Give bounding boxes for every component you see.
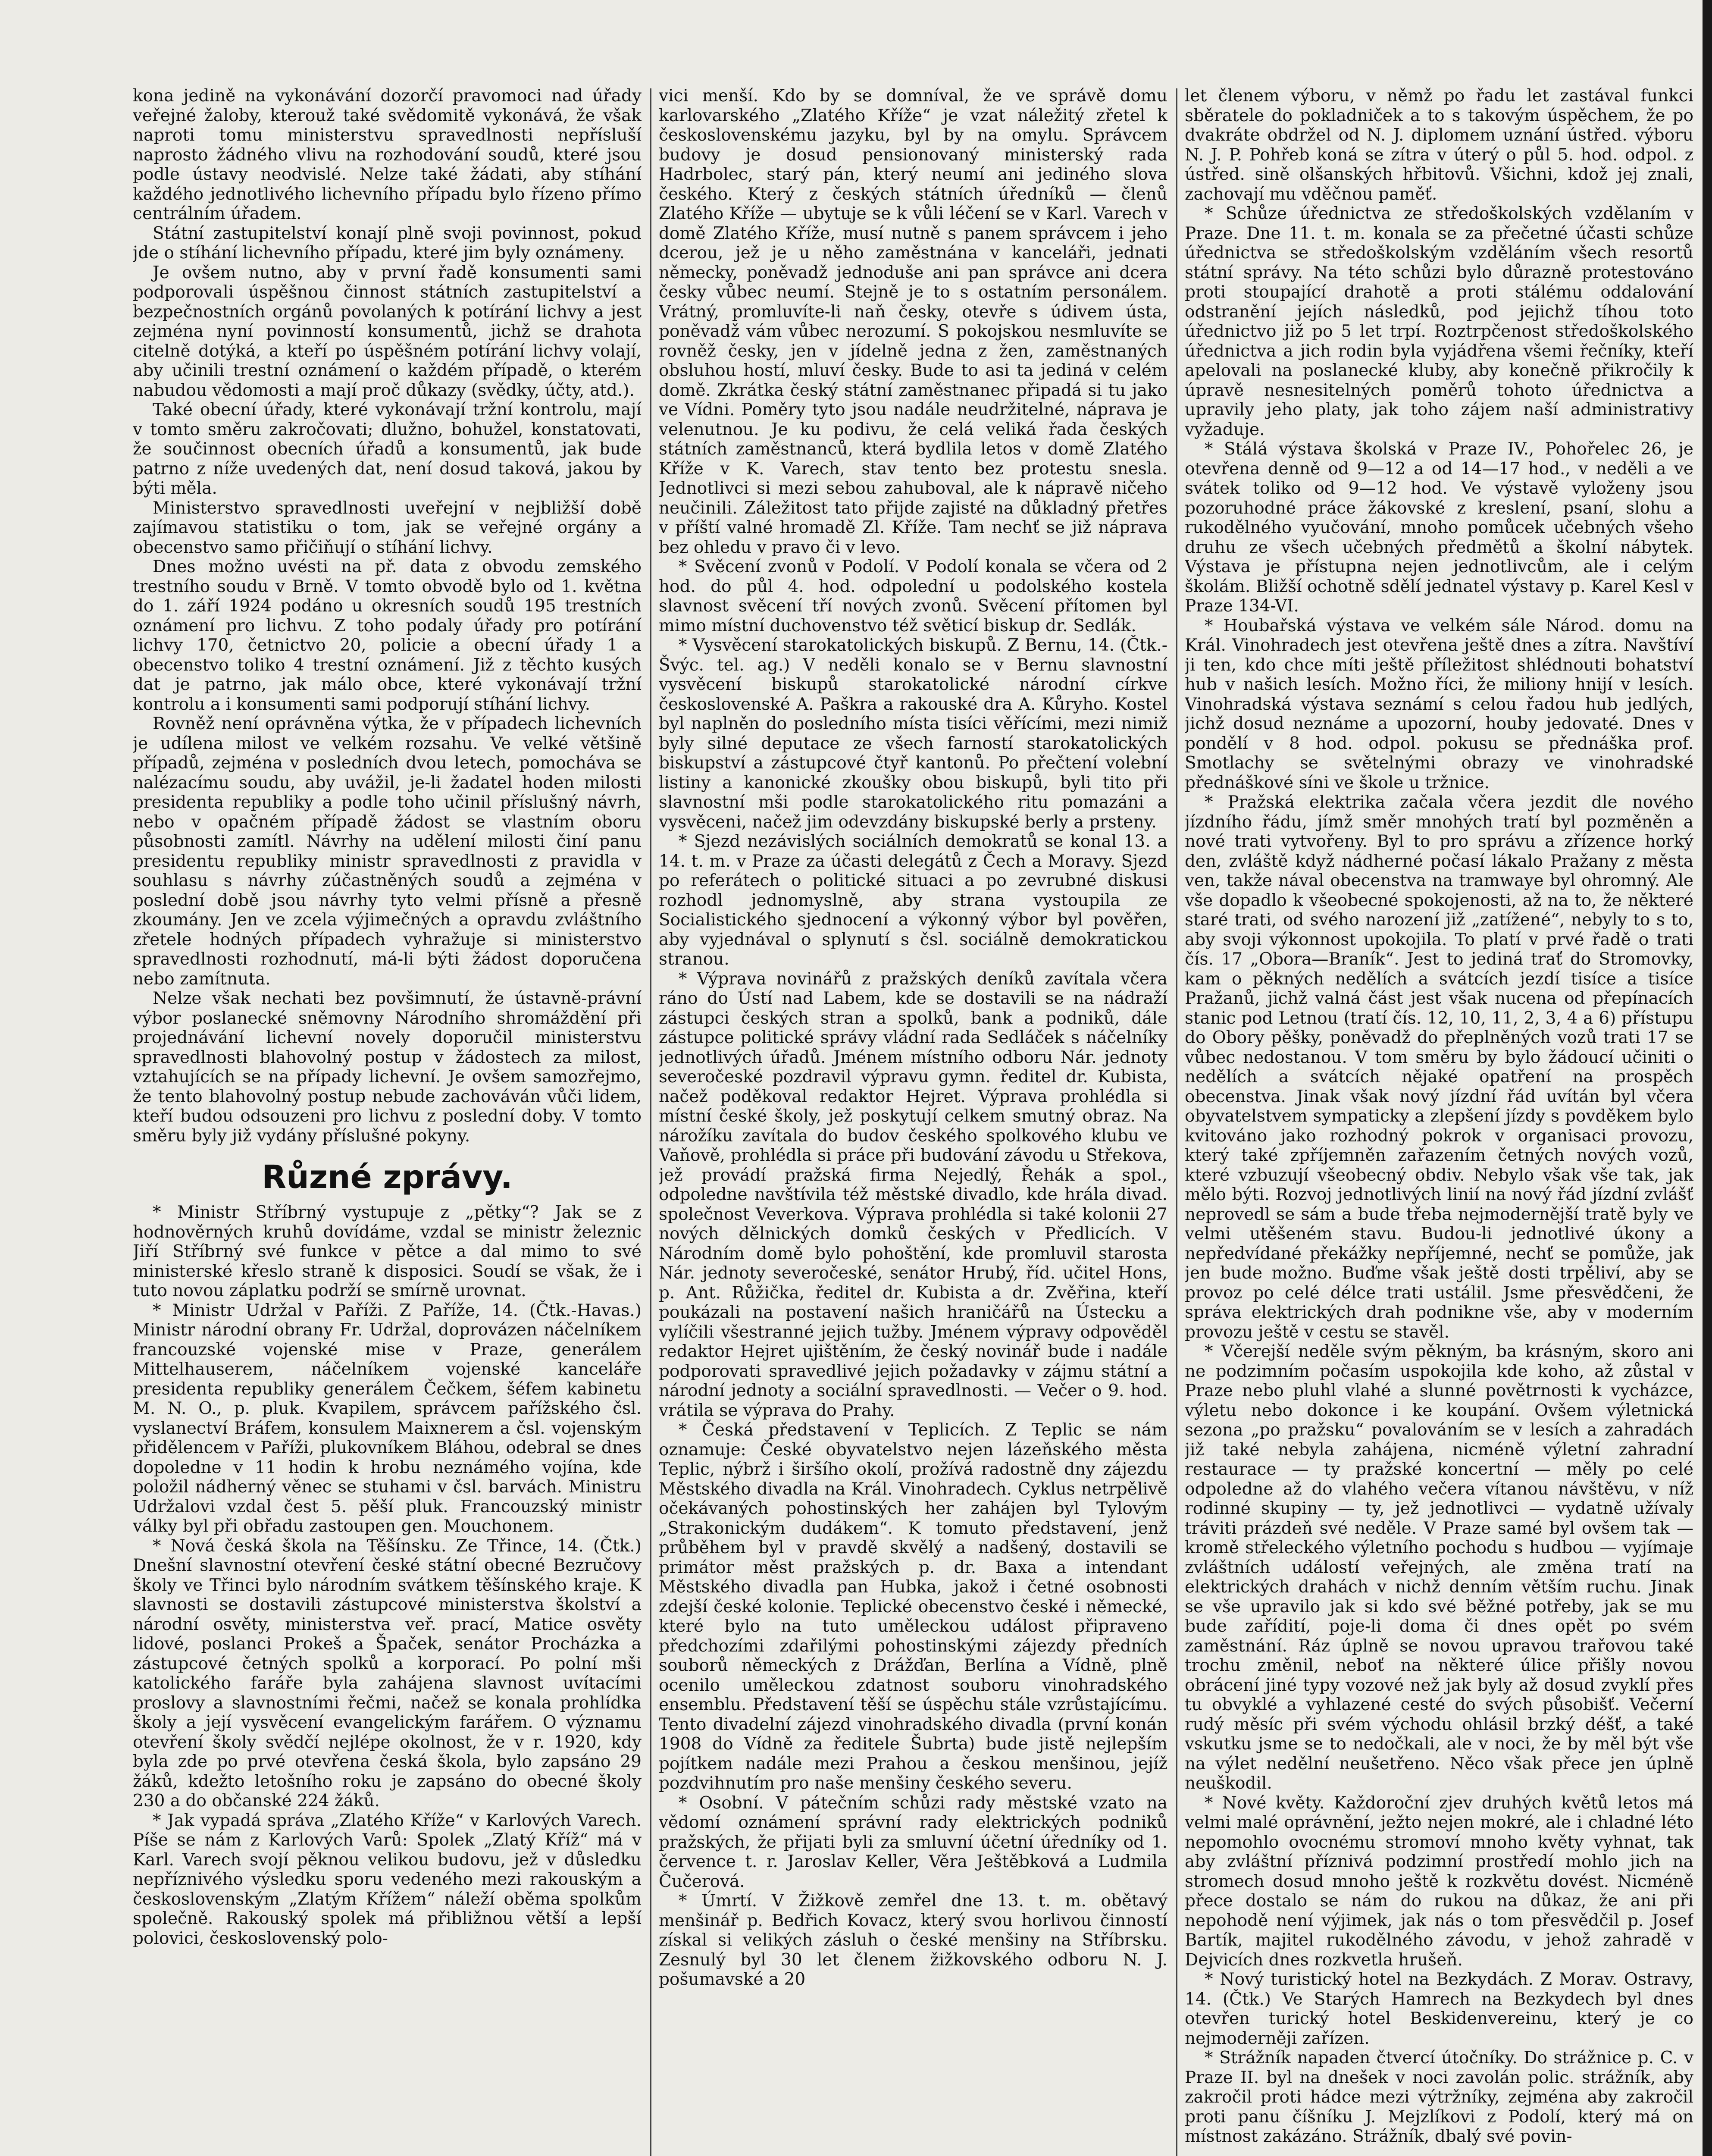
news-item: * Nový turistický hotel na Bezkydách. Z Morav. Ostravy, 14. (Čtk.) Ve Starých Hamrech na Bezkydech byl dnes otevřen turický hotel Beskidenvereinu, který je co nejmoderněji zařízen. (1185, 1970, 1693, 2048)
news-item: * Nové květy. Každoroční zjev druhých květů letos má velmi malé oprávnění, ježto nejen mokré, ale i chladné léto nepomohlo ovocnému stromoví mnoho květy vyhnat, tak aby zvláštní příznivá podzimní prostředí mohlo jich na stromech dosud mnoho ještě k rozkvětu dovést. Nicméně přece dostalo se nám do rukou na důkaz, že ani při nepohodě není výjimek, jak nás o tom přesvědčil p. Josef Bartík, majitel rukodělného závodu, v jehož zahradě v Dejvicích dnes rozkvetla hrušeň. (1185, 1793, 1693, 1970)
news-item: * Svěcení zvonů v Podolí. V Podolí konala se včera od 2 hod. do půl 4. hod. odpolední u podolského kostela slavnost svěcení tří nových zvonů. Svěcení přítomen byl mimo místní duchovenstvo též světicí biskup dr. Sedlák. (659, 557, 1167, 636)
column-3 (1185, 86, 1693, 2156)
news-item: * Stálá výstava školská v Praze IV., Pohořelec 26, je otevřena denně od 9—12 a od 14—17 hod., v neděli a ve svátek toliko od 9—12 hod. Ve výstavě vyloženy jsou pozoruhodné práce žákovské z kreslení, psaní, slohu a rukodělného vyučování, mnoho pomůcek učebných všeho druhu ze všech učebných předmětů a školní nábytek. Výstava je přístupna nejen jednotlivcům, ale i celým školám. Bližší ochotně sdělí jednatel výstavy p. Karel Kesl v Praze 134-VI. (1185, 439, 1693, 616)
paragraph: let členem výboru, v němž po řadu let zastával funkci sběratele do pokladniček a to s takovým úspěchem, že po dvakráte obdržel od N. J. diplomem uznání ústřed. výboru N. J. P. Pohřeb koná se zítra v úterý o půl 5. hod. odpol. z ústřed. sině olšanských hřbitovů. Všichni, kdož jej znali, zachovají mu vděčnou paměť. (1185, 86, 1693, 204)
paragraph: Ministerstvo spravedlnosti uveřejní v nejbližší době zajímavou statistiku o tom, jak se veřejné orgány a obecenstvo samo přičiňují o stíhání lichvy. (133, 498, 642, 557)
news-item: * Vysvěcení starokatolických biskupů. Z Bernu, 14. (Čtk.-Švýc. tel. ag.) V neděli konalo se v Bernu slavnostní vysvěcení biskupů starokatolické národní církve československé A. Paškra a rakouské dra A. Kůryho. Kostel byl naplněn do posledního místa tisíci věřícími, mezi nimiž byly silné deputace ze všech farností starokatolických biskupství a zástupcové čtyř kantonů. Po přečtení volební listiny a kanonické zkoušky obou biskupů, byli tito při slavnostní mši podle starokatolického ritu pomazáni a vysvěceni, načež jim odevzdány biskupské berly a prsteny. (659, 636, 1167, 832)
paragraph: Dnes možno uvésti na př. data z obvodu zemského trestního soudu v Brně. V tomto obvodě bylo od 1. května do 1. září 1924 podáno u okresních soudů 195 trestních oznámení pro lichvu. Z toho podaly úřady pro potírání lichvy 170, četnictvo 20, policie a obecní úřady 1 a obecenstvo toliko 4 trestní oznámení. Již z těchto kusých dat je patrno, jak málo obce, které vykonávají tržní kontrolu a i konsumenti sami podporují stíhání lichvy. (133, 557, 642, 714)
news-item: * Česká představení v Teplicích. Z Teplic se nám oznamuje: České obyvatelstvo nejen lázeňského města Teplic, nýbrž i širšího okolí, prožívá radostně dny zájezdu Městského divadla na Král. Vinohradech. Cyklus netrpělivě očekávaných pohostinských her zahájen byl Tylovým „Strakonickým dudákem“. K tomuto představení, jenž průběhem byl v pravdě skvělý a nadšený, dostavili se primátor měst pražských p. dr. Baxa a intendant Městského divadla pan Hubka, jakož i četné osobnosti zdejší české kolonie. Teplické obecenstvo české i německé, které bylo na tuto uměleckou událost připraveno předchozími zdařilými pohostinskými zájezdy předních souborů německých z Drážďan, Berlína a Vídně, plně ocenilo uměleckou zdatnost souboru vinohradského ensemblu. Představení těší se úspěchu stále vzrůstajícímu. Tento divadelní zájezd vinohradského divadla (první konán 1908 do Vídně za ředitele Šubrta) bude jistě nejlepším pojítkem nadále mezi Prahou a českou menšinou, jejíž pozdvihnutím pro naše menšiny českého severu. (659, 1420, 1167, 1793)
scan-edge (1703, 0, 1712, 2156)
news-item: * Ministr Udržal v Paříži. Z Paříže, 14. (Čtk.-Havas.) Ministr národní obrany Fr. Udržal, doprovázen náčelníkem francouzské vojenské mise v Praze, generálem Mittelhauserem, náčelníkem vojenské kanceláře presidenta republiky generálem Čečkem, šéfem kabinetu M. N. O., p. pluk. Kvapilem, správcem pařížského čsl. vyslanectví Bráfem, konsulem Maixnerem a čsl. vojenským přidělencem v Paříži, plukovníkem Bláhou, odebral se dnes dopoledne v 11 hodin k hrobu neznámého vojína, kde položil nádherný věnec se stuhami v čsl. barvách. Ministru Udržalovi vzdal čest 5. pěší pluk. Francouzský ministr války byl při obřadu zastoupen gen. Mouchonem. (133, 1300, 642, 1536)
news-item: * Nová česká škola na Těšínsku. Ze Třince, 14. (Čtk.) Dnešní slavnostní otevření české státní obecné Bezručovy školy ve Třinci bylo národním svátkem těšínského kraje. K slavnosti se dostavili zástupcové ministerstva školství a národní osvěty, ministerstva veř. prací, Matice osvěty lidové, poslanci Prokeš a Špaček, senátor Procházka a zástupcové četných spolků a korporací. Po polní mši katolického faráře byla zahájena slavnost uvítacími proslovy a slavnostními řečmi, načež se konala prohlídka školy a její vysvěcení evangelickým farářem. O významu otevření školy svědčí nejlépe okolnost, že v r. 1920, kdy byla zde po prvé otevřena česká škola, bylo zapsáno 29 žáků, kdežto letošního roku je zapsáno do obecné školy 230 a do občanské 224 žáků. (133, 1536, 642, 1811)
news-item: * Úmrtí. V Žižkově zemřel dne 13. t. m. obětavý menšinář p. Bedřich Kovacz, který svou horlivou činností získal si velikých zásluh o české menšiny na Stříbrsku. Zesnulý byl 30 let členem žižkovského odboru N. J. pošumavské a 20 (659, 1891, 1167, 1989)
news-item: * Jak vypadá správa „Zlatého Kříže“ v Karlových Varech. Píše se nám z Karlových Varů: Spolek „Zlatý Kříž“ má v Karl. Varech svojí pěknou velikou budovu, jež v důsledku nepříznivého výsledku sporu vedeného mezi rakouským a československým „Zlatým Křížem“ náleží oběma spolkům společně. Rakouský spolek má přibližnou větší a lepší polovici, československý polo- (133, 1811, 642, 1948)
news-item: * Včerejší neděle svým pěkným, ba krásným, skoro ani ne podzimním počasím uspokojila kde koho, až zůstal v Praze nebo pluhl vlahé a slunné povětrnosti k vycházce, výletu nebo dokonce i ke koupání. Ovšem výletnická sezona „po pražsku“ povalováním se v lesích a zahradách již také nebyla zahájena, nicméně výletní zahradní restaurace — ty pražské koncertní — měly po celé odpoledne až do vlahého večera vítanou návštěvu, v níž rodinné skupiny — ty, jež jednotlivci — vydatně užívaly tráviti prázdeň své neděle. V Praze samé byl ovšem tak — kromě střeleckého výletního pochodu s hudbou — vyjímaje zvláštních událostí veřejných, ale změna tratí na elektrických drahách v nichž denním větším ruchu. Jinak se vše upravilo jak si kdo své běžné potřeby, jak se mu bude zařídití, poje-li doma či dnes opět po svém zaměstnání. Ráz úplně se novou upravou trařovou také trochu změnil, neboť na některé úlice přišly novou obrácení jiné typy vozové než jak byly až dosud zvyklí přes tu obvyklé a vyhlazené cesté do svých působišť. Večerní rudý měsíc při svém východu ohlásil brzký déšť, a také vskutku jsme se to nedočkali, ale v noci, že by měl být vše na výlet nedělní neušetřeno. Něco však přece jen úplně neuškodil. (1185, 1342, 1693, 1793)
paragraph: Je ovšem nutno, aby v první řadě konsumenti sami podporovali úspěšnou činnost státních zastupitelství a bezpečnostních orgánů povolaných k potírání lichvy a jest zejména nyní povinností konsumentů, jichž se drahota citelně dotýká, a kteří po úspěšném potírání lichvy volají, aby učinili trestní oznámení o každém případě, o kterém nabudou vědomosti a mají proč důkazy (svědky, účty, atd.). (133, 263, 642, 400)
paragraph: Také obecní úřady, které vykonávají tržní kontrolu, mají v tomto směru zakročovati; dlužno, bohužel, konstatovati, že součinnost obecních úřadů a konsumentů, jak bude patrno z níže uvedených dat, není dosud taková, jakou by býti měla. (133, 400, 642, 498)
news-item: * Schůze úřednictva ze středoškolských vzdělaním v Praze. Dne 11. t. m. konala se za přečetné účasti schůze úřednictva se středoškolským vzděláním všech resortů státní správy. Na této schůzi bylo důrazně protestováno proti stoupající drahotě a proti stálému oddalování odstranění jejích následků, pod jejichž tíhou toto úřednictvo již po 5 let trpí. Roztrpčenost středoškolského úřednictva a jich rodin byla vyjádřena všemi řečníky, kteří apelovali na poslanecké kluby, aby konečně přikročily k úpravě nesnesitelných poměrů tohoto úřednictva a upravily jeho platy, jak toho zájem naší administrativy vyžaduje. (1185, 204, 1693, 439)
news-item: * Sjezd nezávislých sociálních demokratů se konal 13. a 14. t. m. v Praze za účasti delegátů z Čech a Moravy. Sjezd po referátech o politické situaci a po zevrubné diskusi rozhodl jednomyslně, aby strana vystoupila ze Socialistického sjednocení a výkonný výbor byl pověřen, aby vyjednával o splynutí s čsl. sociálně demokratickou stranou. (659, 832, 1167, 969)
news-item: * Houbařská výstava ve velkém sále Národ. domu na Král. Vinohradech jest otevřena ještě dnes a zítra. Navštíví ji ten, kdo chce míti ještě příležitost shlédnouti bohatství hub v našich lesích. Možno říci, že miliony hnijí v lesích. Vinohradská výstava seznámí s celou řadou hub jedlých, jichž dosud neznáme a upozorní, houby jedovaté. Dnes v pondělí v 8 hod. odpol. pokusu se přednáška prof. Smotlachy se světelnými obrazy ve vinohradské přednáškové síni ve škole u tržnice. (1185, 616, 1693, 793)
paragraph: Nelze však nechati bez povšimnutí, že ústavně-právní výbor poslanecké sněmovny Národního shromáždění při projednávání lichevní novely doporučil ministerstvu spravedlnosti blahovolný postup v žádostech za milost, vztahujících se na případy lichevní. Je ovšem samozřejmo, že tento blahovolný postup nebude zachováván vůči lidem, kteří budou odsouzeni pro lichvu z poslední doby. V tomto směru byly již vydány příslušné pokyny. (133, 989, 642, 1146)
column-rule (650, 88, 651, 2156)
news-item: * Strážník napaden čtvercí útočníky. Do strážnice p. C. v Praze II. byl na dnešek v noci zavolán polic. strážník, aby zakročil proti hádce mezi výtržníky, zejména aby zakročil proti panu číšníku J. Mejzlíkovi z Podolí, který má on místnost zakázáno. Strážník, dbalý své povin- (1185, 2048, 1693, 2146)
paragraph: Rovněž není oprávněna výtka, že v případech lichevních je udílena milost ve velkém rozsahu. Ve velké většině případů, zejména v posledních dvou letech, pomocháva se nalézacímu soudu, aby uvážil, je-li žadatel hoden milosti presidenta republiky a podle toho učinil příslušný návrh, nebo v opačném případě žádost se vlastním oboru působnosti zamítl. Návrhy na udělení milosti činí panu presidentu republiky ministr spravedlnosti z pravidla v souhlasu s návrhy zúčastněných soudů a zejména v poslední době jsou návrhy tyto velmi přísně a přesně zkoumány. Jen ve zcela výjimečných a opravdu zvláštního zřetele hodných případech vyhražuje si ministerstvo spravedlnosti rozhodnutí, má-li býti žádost doporučena nebo zamítnuta. (133, 714, 642, 989)
news-item: * Pražská elektrika začala včera jezdit dle nového jízdního řádu, jímž směr mnohých tratí byl pozměněn a nové trati vytvořeny. Byl to pro správu a zřízence horký den, zvláště když nádherné počasí lákalo Pražany z města ven, takže nával obecenstva na tramwaye byl ohromný. Ale vše dopadlo k všeobecné spokojenosti, až na to, že některé staré trati, od svého narození již „zatížené“, nebyly to s to, aby svoji výkonnost upokojila. To platí v prvé řadě o trati čís. 17 „Obora—Braník“. Jest to jediná trať do Stromovky, kam o pěkných nedělích a svátcích jezdí tisíce a tisíce Pražanů, jichž valná část jest však nucena od přepínacích stanic pod Letnou (tratí čís. 12, 10, 11, 2, 3, 4 a 6) přístupu do Obory pěšky, poněvadž do přeplněných vozů trati 17 se vůbec nedostanou. V tom směru by bylo žádoucí učiniti o nedělích a svátcích nějaké opatření na prospěch obecenstva. Jinak však nový jízdní řád uvítán byl včera obyvatelstvem sympaticky a zlepšení jízdy s povděkem bylo kvitováno jako rozhodný pokrok v organisaci provozu, který také zpříjemněn zařazením četných nových vozů, které vzbuzují všeobecný obdiv. Nebylo však vše tak, jak mělo býti. Rozvoj jednotlivých linií na nový řád jízdní zvlášť neprovedl se sám a bude třeba nejmodernější tratě byly ve velmi utěšeném stavu. Budou-li jednotlivé úkony a nepředvídané překážky nepříjemné, nechť se pomůže, jak jen bude možno. Buďme však ještě dosti trpěliví, aby se provoz po celé délce trati ustálil. Jsme přesvědčeni, že správa elektrických drah podnikne vše, aby v moderním provozu ještě v cestu se stavěl. (1185, 793, 1693, 1342)
news-item: * Výprava novinářů z pražských deníků zavítala včera ráno do Ústí nad Labem, kde se dostavili se na nádraží zástupci českých stran a spolků, bank a podniků, dále zástupce politické správy vládní rada Sedláček s náčelníky jednotlivých úřadů. Jménem místního odboru Nár. jednoty severočeské pozdravil výpravu gymn. ředitel dr. Kubista, načež poděkoval redaktor Hejret. Výprava prohlédla si místní české školy, jež poskytují celkem smutný obraz. Na nárožíku zavítala do budov českého spolkového klubu ve Vaňově, prohlédla si práce při budování závodu u Střekova, jež provádí pražská firma Nejedlý, Řehák a spol., odpoledne navštívila též městské divadlo, kde hrála divad. společnost Veverkova. Výprava prohlédla si také kolonii 27 nových dělnických domků českých v Předlicích. V Národním domě bylo pohoštění, kde promluvil starosta Nár. jednoty severočeské, senátor Hrubý, říd. učitel Hons, p. Ant. Růžička, ředitel dr. Kubista a dr. Zvěřina, kteří poukázali na postavení našich hraničářů na Ústecku a vylíčili všestranné jejich tužby. Jménem výpravy odpověděl redaktor Hejret ujištěním, že český novinář bude i nadále podporovati spravedlivé jejich požadavky v zájmu státní a národní jednoty a sociální spravedlnosti. — Večer o 9. hod. vrátila se výprava do Prahy. (659, 969, 1167, 1420)
paragraph: vici menší. Kdo by se domníval, že ve správě domu karlovarského „Zlatého Kříže“ je vzat náležitý zřetel k československému jazyku, byl by na omylu. Správcem budovy je dosud pensionovaný ministerský rada Hadrbolec, starý pán, který neumí ani jediného slova českého. Který z českých státních úředníků — členů Zlatého Kříže — ubytuje se k vůli léčení se v Karl. Varech v domě Zlatého Kříže, musí nutně s panem správcem i jeho dcerou, jež je u něho zaměstnána v kanceláři, jednati německy, poněvadž jednoduše ani pan správce ani dcera česky vůbec neumí. Stejně je to s ostatním personálem. Vrátný, promluvíte-li naň česky, otevře s údivem ústa, poněvadž vám vůbec nerozumí. S pokojskou nesmluvíte se rovněž česky, jen v jídelně jedna z žen, zaměstnaných obsluhou hostí, mluví česky. Bude to asi ta jediná v celém domě. Zkrátka český státní zaměstnanec připadá si tu jako ve Vídni. Poměry tyto jsou nadále neudržitelné, náprava je velenutnou. Je ku podivu, že celá veliká řada českých státních zaměstnanců, která bydlila letos v domě Zlatého Kříže v K. Varech, stav tento bez protestu snesla. Jednotlivci si mezi sebou zahuboval, ale k nápravě ničeho neučinili. Záležitost tato přijde zajisté na důkladný přetřes v příští valné hromadě Zl. Kříže. Tam nechť se již náprava bez ohledu v pravo či v levo. (659, 86, 1167, 557)
section-heading: Různé zprávy. (262, 1159, 513, 1196)
column-rule (1176, 88, 1177, 2156)
news-item: * Ministr Stříbrný vystupuje z „pětky“? Jak se z hodnověrných kruhů dovídáme, vzdal se ministr železnic Jiří Stříbrný své funkce v pětce a dal mimo to své ministerské křeslo straně k disposici. Soudí se však, že i tuto novou záplatku podrží se smírně urovnat. (133, 1203, 642, 1300)
paragraph: kona jedině na vykonávání dozorčí pravomoci nad úřady veřejné žaloby, kterouž také svědomitě vykonává, že však naproti tomu ministerstvu spravedlnosti nepřísluší naprosto žádného vlivu na rozhodování soudů, které jsou podle ústavy neodvislé. Nelze také žádati, aby stíhání každého jednotlivého lichevního případu bylo řízeno přímo centrálním úřadem. (133, 86, 642, 223)
paragraph: Státní zastupitelství konají plně svoji povinnost, pokud jde o stíhání lichevního případu, které jim byly oznámeny. (133, 223, 642, 263)
column-2 (659, 86, 1167, 2156)
news-item: * Osobní. V pátečním schůzi rady městské vzato na vědomí oznámení správní rady elektrických podniků pražských, že přijati byli za smluvní účetní úředníky od 1. července t. r. Jaroslav Keller, Věra Ještěbková a Ludmila Čučerová. (659, 1793, 1167, 1891)
column-1 (133, 86, 642, 2156)
